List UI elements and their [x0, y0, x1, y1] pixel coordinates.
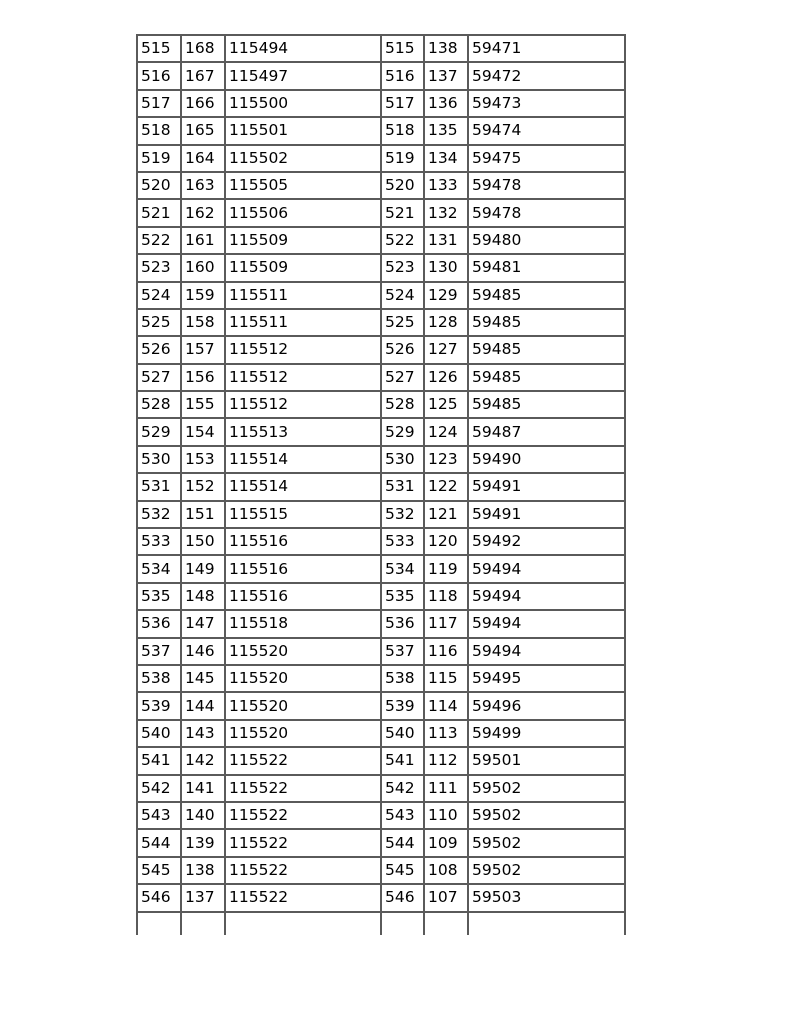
- table-cell-right-rank: 528: [381, 391, 424, 418]
- table-cell-right-rank: 524: [381, 282, 424, 309]
- table-cell-left-rank: 517: [137, 90, 181, 117]
- table-cell-left-count: 164: [181, 145, 225, 172]
- table-cell-empty: [181, 912, 225, 935]
- table-cell-left-count: 168: [181, 35, 225, 62]
- table-cell-right-total: 59502: [468, 775, 625, 802]
- table-cell-right-total: 59503: [468, 884, 625, 911]
- table-row: [137, 62, 625, 89]
- table-cell-right-total: 59485: [468, 364, 625, 391]
- table-cell-right-rank: 538: [381, 665, 424, 692]
- table-cell-left-total: 115512: [225, 391, 381, 418]
- table-row: [137, 638, 625, 665]
- table-cell-right-count: 119: [424, 555, 468, 582]
- table-cell-left-count: 166: [181, 90, 225, 117]
- table-cell-left-count: 152: [181, 473, 225, 500]
- table-row: [137, 145, 625, 172]
- table-cell-right-total: 59501: [468, 747, 625, 774]
- table-cell-left-rank: 543: [137, 802, 181, 829]
- table-cell-right-total: 59485: [468, 282, 625, 309]
- table-cell-right-count: 114: [424, 692, 468, 719]
- table-cell-right-count: 108: [424, 857, 468, 884]
- table-cell-right-total: 59485: [468, 391, 625, 418]
- table-cell-left-rank: 529: [137, 418, 181, 445]
- table-cell-left-total: 115494: [225, 35, 381, 62]
- table-cell-left-count: 160: [181, 254, 225, 281]
- table-cell-right-count: 112: [424, 747, 468, 774]
- table-cell-left-total: 115513: [225, 418, 381, 445]
- table-cell-right-count: 138: [424, 35, 468, 62]
- data-table: [136, 34, 626, 935]
- table-cell-left-total: 115520: [225, 692, 381, 719]
- table-cell-right-total: 59502: [468, 802, 625, 829]
- table-cell-right-total: 59491: [468, 473, 625, 500]
- table-cell-left-count: 159: [181, 282, 225, 309]
- table-cell-left-rank: 524: [137, 282, 181, 309]
- table-cell-right-rank: 535: [381, 583, 424, 610]
- table-cell-right-rank: 523: [381, 254, 424, 281]
- table-cell-right-rank: 545: [381, 857, 424, 884]
- table-row: [137, 418, 625, 445]
- table-cell-right-rank: 533: [381, 528, 424, 555]
- table-cell-right-total: 59492: [468, 528, 625, 555]
- table-row: [137, 199, 625, 226]
- table-cell-left-rank: 516: [137, 62, 181, 89]
- table-cell-left-rank: 515: [137, 35, 181, 62]
- table-row: [137, 35, 625, 62]
- table-row: [137, 117, 625, 144]
- table-cell-right-count: 137: [424, 62, 468, 89]
- table-cell-right-rank: 537: [381, 638, 424, 665]
- table-cell-right-count: 128: [424, 309, 468, 336]
- table-cell-right-count: 113: [424, 720, 468, 747]
- table-cell-left-count: 142: [181, 747, 225, 774]
- table-cell-left-total: 115520: [225, 665, 381, 692]
- table-row: [137, 610, 625, 637]
- table-cell-left-count: 155: [181, 391, 225, 418]
- table-cell-right-rank: 539: [381, 692, 424, 719]
- table-cell-left-total: 115501: [225, 117, 381, 144]
- table-cell-left-count: 141: [181, 775, 225, 802]
- table-cell-left-count: 157: [181, 336, 225, 363]
- table-cell-right-count: 124: [424, 418, 468, 445]
- table-cell-right-total: 59499: [468, 720, 625, 747]
- table-row: [137, 747, 625, 774]
- table-cell-right-total: 59471: [468, 35, 625, 62]
- table-cell-left-total: 115520: [225, 638, 381, 665]
- table-cell-right-count: 117: [424, 610, 468, 637]
- table-cell-right-rank: 540: [381, 720, 424, 747]
- table-row: [137, 583, 625, 610]
- table-cell-left-rank: 536: [137, 610, 181, 637]
- table-cell-right-rank: 519: [381, 145, 424, 172]
- table-cell-right-rank: 520: [381, 172, 424, 199]
- table-cell-left-count: 150: [181, 528, 225, 555]
- table-cell-left-count: 161: [181, 227, 225, 254]
- table-cell-right-rank: 536: [381, 610, 424, 637]
- table-cell-right-rank: 531: [381, 473, 424, 500]
- table-row: [137, 720, 625, 747]
- table-cell-left-count: 147: [181, 610, 225, 637]
- table-cell-right-count: 136: [424, 90, 468, 117]
- table-cell-right-rank: 525: [381, 309, 424, 336]
- table-cell-right-total: 59494: [468, 555, 625, 582]
- table-cell-right-count: 123: [424, 446, 468, 473]
- table-cell-left-count: 138: [181, 857, 225, 884]
- table-cell-left-rank: 532: [137, 501, 181, 528]
- table-cell-left-rank: 522: [137, 227, 181, 254]
- table-row: [137, 364, 625, 391]
- table-cell-left-rank: 544: [137, 829, 181, 856]
- table-cell-left-total: 115516: [225, 555, 381, 582]
- table-cell-right-total: 59480: [468, 227, 625, 254]
- table-cell-right-rank: 544: [381, 829, 424, 856]
- table-cell-left-count: 167: [181, 62, 225, 89]
- table-cell-left-total: 115509: [225, 254, 381, 281]
- table-cell-right-total: 59478: [468, 172, 625, 199]
- table-cell-right-total: 59485: [468, 336, 625, 363]
- table-cell-left-total: 115520: [225, 720, 381, 747]
- table-cell-left-rank: 528: [137, 391, 181, 418]
- table-cell-right-rank: 515: [381, 35, 424, 62]
- table-cell-left-total: 115518: [225, 610, 381, 637]
- table-cell-right-rank: 526: [381, 336, 424, 363]
- table-row: [137, 802, 625, 829]
- table-cell-right-count: 115: [424, 665, 468, 692]
- table-cell-right-count: 122: [424, 473, 468, 500]
- table-cell-right-rank: 521: [381, 199, 424, 226]
- table-cell-left-rank: 518: [137, 117, 181, 144]
- table-cell-right-count: 133: [424, 172, 468, 199]
- table-cell-right-count: 107: [424, 884, 468, 911]
- table-row: [137, 884, 625, 911]
- table-cell-left-rank: 545: [137, 857, 181, 884]
- table-cell-empty: [468, 912, 625, 935]
- table-cell-left-total: 115506: [225, 199, 381, 226]
- table-cell-left-count: 145: [181, 665, 225, 692]
- table-cell-left-total: 115516: [225, 583, 381, 610]
- table-cell-right-total: 59478: [468, 199, 625, 226]
- table-cell-right-total: 59474: [468, 117, 625, 144]
- table-cell-right-count: 111: [424, 775, 468, 802]
- table-row: [137, 446, 625, 473]
- table-row: [137, 692, 625, 719]
- table-row: [137, 172, 625, 199]
- table-row: [137, 90, 625, 117]
- table-cell-left-count: 148: [181, 583, 225, 610]
- table-cell-left-total: 115497: [225, 62, 381, 89]
- table-cell-right-count: 135: [424, 117, 468, 144]
- table-cell-right-count: 129: [424, 282, 468, 309]
- table-cell-empty: [381, 912, 424, 935]
- table-cell-right-count: 120: [424, 528, 468, 555]
- table-cell-empty: [424, 912, 468, 935]
- table-cell-left-count: 137: [181, 884, 225, 911]
- table-cell-right-total: 59472: [468, 62, 625, 89]
- table-cell-right-total: 59481: [468, 254, 625, 281]
- table-cell-left-count: 139: [181, 829, 225, 856]
- table-row: [137, 775, 625, 802]
- table-cell-left-rank: 527: [137, 364, 181, 391]
- table-cell-left-rank: 534: [137, 555, 181, 582]
- table-cell-right-total: 59491: [468, 501, 625, 528]
- table-cell-right-count: 134: [424, 145, 468, 172]
- table-cell-right-count: 125: [424, 391, 468, 418]
- table-cell-right-total: 59502: [468, 829, 625, 856]
- table-cell-right-total: 59487: [468, 418, 625, 445]
- table-cell-left-count: 162: [181, 199, 225, 226]
- table-row: [137, 665, 625, 692]
- table-cell-right-rank: 542: [381, 775, 424, 802]
- table-cell-left-total: 115505: [225, 172, 381, 199]
- table-cell-left-count: 154: [181, 418, 225, 445]
- table-cell-right-rank: 518: [381, 117, 424, 144]
- table-row: [137, 555, 625, 582]
- table-cell-left-rank: 541: [137, 747, 181, 774]
- table-cell-left-count: 144: [181, 692, 225, 719]
- table-row: [137, 227, 625, 254]
- table-cell-left-total: 115512: [225, 364, 381, 391]
- table-cell-left-count: 156: [181, 364, 225, 391]
- table-cell-right-count: 132: [424, 199, 468, 226]
- table-cell-right-total: 59475: [468, 145, 625, 172]
- table-row: [137, 501, 625, 528]
- table-cell-left-count: 163: [181, 172, 225, 199]
- table-cell-left-rank: 535: [137, 583, 181, 610]
- table-row: [137, 336, 625, 363]
- table-cell-left-rank: 537: [137, 638, 181, 665]
- table-cell-left-total: 115511: [225, 282, 381, 309]
- table-cell-left-rank: 520: [137, 172, 181, 199]
- table-cell-left-count: 149: [181, 555, 225, 582]
- table-cell-left-total: 115522: [225, 857, 381, 884]
- table-cell-right-rank: 517: [381, 90, 424, 117]
- table-cell-left-total: 115522: [225, 747, 381, 774]
- table-cell-left-total: 115511: [225, 309, 381, 336]
- table-cell-right-total: 59494: [468, 610, 625, 637]
- table-cell-left-rank: 523: [137, 254, 181, 281]
- table-cell-empty: [225, 912, 381, 935]
- table-cell-left-total: 115512: [225, 336, 381, 363]
- table-cell-right-rank: 529: [381, 418, 424, 445]
- table-cell-right-rank: 543: [381, 802, 424, 829]
- table-cell-left-total: 115509: [225, 227, 381, 254]
- table-row: [137, 254, 625, 281]
- table-cell-left-count: 153: [181, 446, 225, 473]
- table-cell-left-total: 115522: [225, 829, 381, 856]
- table-cell-right-total: 59496: [468, 692, 625, 719]
- table-cell-right-count: 131: [424, 227, 468, 254]
- table-cell-left-count: 143: [181, 720, 225, 747]
- table-cell-right-count: 110: [424, 802, 468, 829]
- table-cell-left-total: 115522: [225, 802, 381, 829]
- table-cell-left-rank: 538: [137, 665, 181, 692]
- table-cell-right-count: 118: [424, 583, 468, 610]
- table-cell-left-rank: 546: [137, 884, 181, 911]
- table-cell-right-count: 109: [424, 829, 468, 856]
- table-cell-right-count: 130: [424, 254, 468, 281]
- table-cell-left-rank: 526: [137, 336, 181, 363]
- table-cell-left-count: 146: [181, 638, 225, 665]
- table-cell-left-total: 115516: [225, 528, 381, 555]
- table-cell-left-count: 151: [181, 501, 225, 528]
- table-cell-right-rank: 541: [381, 747, 424, 774]
- table-cell-left-total: 115515: [225, 501, 381, 528]
- table-cell-left-count: 165: [181, 117, 225, 144]
- table-cell-left-rank: 525: [137, 309, 181, 336]
- table-cell-right-rank: 532: [381, 501, 424, 528]
- table-cell-left-rank: 531: [137, 473, 181, 500]
- table-cell-left-rank: 533: [137, 528, 181, 555]
- table-cell-left-rank: 530: [137, 446, 181, 473]
- table-cell-right-rank: 516: [381, 62, 424, 89]
- table-cell-right-count: 121: [424, 501, 468, 528]
- table-cell-right-count: 127: [424, 336, 468, 363]
- table-cell-left-count: 158: [181, 309, 225, 336]
- table-row: [137, 829, 625, 856]
- table-body: [137, 35, 625, 935]
- table-row: [137, 391, 625, 418]
- table-row: [137, 528, 625, 555]
- table-cell-right-total: 59485: [468, 309, 625, 336]
- table-cell-left-count: 140: [181, 802, 225, 829]
- table-cell-right-total: 59502: [468, 857, 625, 884]
- table-cell-left-total: 115502: [225, 145, 381, 172]
- table-cell-right-rank: 534: [381, 555, 424, 582]
- table-cell-left-rank: 519: [137, 145, 181, 172]
- table-cell-empty: [137, 912, 181, 935]
- table-row-empty: [137, 912, 625, 935]
- table-cell-left-total: 115522: [225, 884, 381, 911]
- table-cell-right-total: 59494: [468, 638, 625, 665]
- table-cell-right-total: 59490: [468, 446, 625, 473]
- table-cell-right-count: 116: [424, 638, 468, 665]
- table-cell-right-total: 59473: [468, 90, 625, 117]
- table-cell-left-rank: 539: [137, 692, 181, 719]
- table-cell-right-total: 59494: [468, 583, 625, 610]
- table-row: [137, 282, 625, 309]
- table-cell-right-total: 59495: [468, 665, 625, 692]
- table-cell-right-rank: 546: [381, 884, 424, 911]
- table-cell-left-total: 115514: [225, 473, 381, 500]
- table-cell-left-total: 115500: [225, 90, 381, 117]
- table-cell-left-rank: 521: [137, 199, 181, 226]
- table-cell-right-rank: 530: [381, 446, 424, 473]
- table-row: [137, 857, 625, 884]
- table-cell-right-count: 126: [424, 364, 468, 391]
- table-cell-left-total: 115514: [225, 446, 381, 473]
- table-cell-left-rank: 540: [137, 720, 181, 747]
- table-cell-left-rank: 542: [137, 775, 181, 802]
- table-row: [137, 309, 625, 336]
- table-cell-right-rank: 527: [381, 364, 424, 391]
- table-cell-left-total: 115522: [225, 775, 381, 802]
- table-cell-right-rank: 522: [381, 227, 424, 254]
- table-row: [137, 473, 625, 500]
